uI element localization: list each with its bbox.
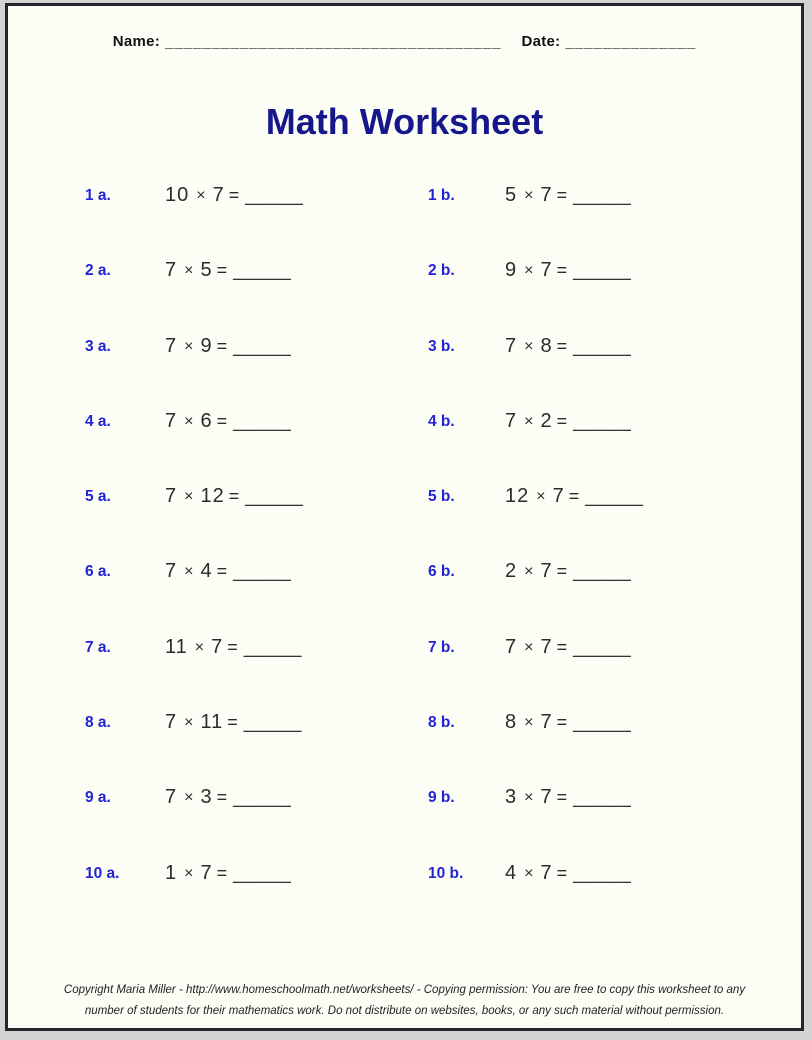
problem-expression xyxy=(165,711,302,734)
answer-blank: _____ xyxy=(233,560,292,583)
page-title: Math Worksheet xyxy=(265,101,544,142)
equals-sign: = xyxy=(228,185,240,205)
answer-blank: _____ xyxy=(233,861,292,884)
problem-item xyxy=(348,711,801,786)
problem-item xyxy=(8,786,348,861)
problem-label: 9 a. xyxy=(85,789,111,807)
problem-expression xyxy=(505,786,631,809)
multiply-sign-icon: × xyxy=(184,412,194,430)
problem-item xyxy=(8,485,348,560)
problem-expression xyxy=(165,560,291,583)
problem-expression xyxy=(505,711,631,734)
equals-sign: = xyxy=(556,787,568,808)
problem-item xyxy=(348,636,801,711)
worksheet-page xyxy=(5,3,804,1031)
copyright-line-2: number of students for their mathematics work. Do not distribute on websites, books, or any such material without permission. xyxy=(84,1005,725,1017)
factor-2: 7 xyxy=(540,560,553,583)
factor-2: 7 xyxy=(200,861,213,884)
problem-label: 5 b. xyxy=(428,488,455,506)
factor-2: 12 xyxy=(200,485,225,508)
multiply-sign-icon: × xyxy=(524,412,534,430)
factor-2: 3 xyxy=(200,786,213,809)
factor-1: 10 xyxy=(165,184,190,206)
problem-expression xyxy=(165,636,302,659)
multiply-sign-icon: × xyxy=(524,638,534,656)
problem-item xyxy=(348,485,801,560)
factor-1: 8 xyxy=(505,711,518,734)
equals-sign: = xyxy=(556,561,568,582)
factor-1: 7 xyxy=(165,786,178,809)
factor-2: 7 xyxy=(540,635,553,658)
problem-label: 6 b. xyxy=(428,563,455,581)
name-blank-line: ____________________________________ xyxy=(165,33,502,50)
multiply-sign-icon: × xyxy=(184,864,194,882)
multiply-sign-icon: × xyxy=(524,714,534,732)
factor-1: 7 xyxy=(505,409,518,432)
factor-2: 4 xyxy=(200,560,213,583)
equals-sign: = xyxy=(216,787,228,808)
problem-expression xyxy=(165,410,291,433)
problem-label: 5 a. xyxy=(85,488,111,506)
answer-blank: _____ xyxy=(233,786,292,809)
factor-1: 7 xyxy=(165,409,178,432)
multiply-sign-icon: × xyxy=(184,789,194,807)
multiply-sign-icon: × xyxy=(184,337,194,355)
problem-expression xyxy=(165,862,291,885)
problem-item xyxy=(8,560,348,635)
answer-blank: _____ xyxy=(573,334,632,357)
factor-1: 7 xyxy=(165,560,178,583)
problem-label: 10 b. xyxy=(428,864,464,882)
problem-label: 1 a. xyxy=(85,187,111,204)
problems-grid xyxy=(8,184,801,937)
factor-1: 3 xyxy=(505,786,518,809)
problem-label: 4 a. xyxy=(85,412,111,430)
problem-item xyxy=(348,410,801,485)
factor-2: 8 xyxy=(540,334,553,357)
equals-sign: = xyxy=(556,712,568,733)
factor-1: 7 xyxy=(165,259,178,282)
multiply-sign-icon: × xyxy=(184,563,194,581)
date-label: Date: xyxy=(521,33,561,50)
answer-blank: _____ xyxy=(243,711,302,734)
multiply-sign-icon: × xyxy=(194,638,205,656)
problem-label: 3 b. xyxy=(428,337,455,355)
equals-sign: = xyxy=(216,561,228,582)
problem-expression xyxy=(165,485,303,508)
factor-1: 11 xyxy=(165,635,188,658)
factor-1: 1 xyxy=(165,861,178,884)
factor-2: 11 xyxy=(200,711,224,734)
problem-item xyxy=(348,184,801,259)
multiply-sign-icon: × xyxy=(524,789,534,807)
factor-2: 2 xyxy=(540,409,553,432)
factor-2: 7 xyxy=(540,786,553,809)
problem-expression xyxy=(505,485,643,508)
multiply-sign-icon: × xyxy=(184,488,194,506)
factor-2: 9 xyxy=(200,334,213,357)
answer-blank: _____ xyxy=(573,711,632,734)
equals-sign: = xyxy=(216,335,228,356)
problem-label: 8 a. xyxy=(85,714,111,732)
problem-label: 2 b. xyxy=(428,262,455,280)
factor-1: 2 xyxy=(505,560,518,583)
problem-expression xyxy=(505,560,631,583)
answer-blank: _____ xyxy=(573,184,632,206)
equals-sign: = xyxy=(556,636,568,657)
factor-2: 7 xyxy=(211,635,224,658)
factor-1: 12 xyxy=(505,485,530,508)
problem-item xyxy=(8,636,348,711)
factor-2: 7 xyxy=(540,184,553,206)
answer-blank: _____ xyxy=(573,635,632,658)
problem-label: 1 b. xyxy=(428,187,455,204)
factor-1: 7 xyxy=(165,334,178,357)
equals-sign: = xyxy=(568,486,580,507)
problem-item xyxy=(348,259,801,334)
equals-sign: = xyxy=(228,486,240,507)
problem-expression xyxy=(165,335,291,358)
multiply-sign-icon: × xyxy=(184,262,194,280)
factor-1: 7 xyxy=(165,485,178,508)
factor-2: 7 xyxy=(540,711,553,734)
answer-blank: _____ xyxy=(573,409,632,432)
copyright-line-1: Copyright Maria Miller - http://www.homeschoolmath.net/worksheets/ - Copying permission: You are free to copy this worksheet to any xyxy=(63,984,746,996)
name-label: Name: xyxy=(112,33,161,50)
problem-expression xyxy=(505,335,631,358)
problem-item xyxy=(8,862,348,937)
factor-1: 7 xyxy=(165,711,178,734)
factor-2: 5 xyxy=(200,259,213,282)
problem-item xyxy=(8,335,348,410)
problem-label: 7 a. xyxy=(85,638,111,656)
equals-sign: = xyxy=(227,636,238,657)
equals-sign: = xyxy=(556,862,568,883)
date-blank-line: ______________ xyxy=(565,33,697,50)
multiply-sign-icon: × xyxy=(524,864,534,882)
multiply-sign-icon: × xyxy=(524,337,534,355)
problem-expression xyxy=(165,184,303,207)
problem-item xyxy=(348,560,801,635)
problem-expression xyxy=(505,636,631,659)
equals-sign: = xyxy=(556,335,568,356)
equals-sign: = xyxy=(216,260,228,281)
answer-blank: _____ xyxy=(245,485,304,508)
factor-1: 9 xyxy=(505,259,518,282)
answer-blank: _____ xyxy=(233,409,292,432)
multiply-sign-icon: × xyxy=(196,187,206,204)
equals-sign: = xyxy=(556,410,568,431)
problem-expression xyxy=(505,410,631,433)
problem-label: 9 b. xyxy=(428,789,455,807)
problem-label: 4 b. xyxy=(428,412,455,430)
answer-blank: _____ xyxy=(585,485,644,508)
problem-expression xyxy=(165,259,291,282)
equals-sign: = xyxy=(556,260,568,281)
factor-2: 6 xyxy=(200,409,213,432)
problem-item xyxy=(8,410,348,485)
equals-sign: = xyxy=(216,410,228,431)
problem-item xyxy=(8,711,348,786)
problem-expression xyxy=(165,786,291,809)
problem-label: 6 a. xyxy=(85,563,111,581)
factor-1: 7 xyxy=(505,334,518,357)
answer-blank: _____ xyxy=(243,635,302,658)
problem-expression xyxy=(505,862,631,885)
factor-1: 4 xyxy=(505,861,518,884)
problem-expression xyxy=(505,259,631,282)
problem-item xyxy=(8,184,348,259)
multiply-sign-icon: × xyxy=(524,187,534,204)
answer-blank: _____ xyxy=(573,560,632,583)
problem-item xyxy=(348,862,801,937)
factor-2: 7 xyxy=(552,485,565,508)
factor-2: 7 xyxy=(540,259,553,282)
equals-sign: = xyxy=(556,185,568,205)
problem-item xyxy=(8,259,348,334)
multiply-sign-icon: × xyxy=(524,262,534,280)
multiply-sign-icon: × xyxy=(184,714,194,732)
multiply-sign-icon: × xyxy=(524,563,534,581)
problem-expression xyxy=(505,184,631,207)
copyright-footer xyxy=(8,980,801,1022)
equals-sign: = xyxy=(216,862,228,883)
multiply-sign-icon: × xyxy=(536,488,546,506)
problem-label: 2 a. xyxy=(85,262,111,280)
answer-blank: _____ xyxy=(233,259,292,282)
problem-label: 3 a. xyxy=(85,337,111,355)
problem-label: 8 b. xyxy=(428,714,455,732)
factor-1: 5 xyxy=(505,184,518,206)
factor-2: 7 xyxy=(540,861,553,884)
answer-blank: _____ xyxy=(573,861,632,884)
answer-blank: _____ xyxy=(573,259,632,282)
name-date-row xyxy=(8,33,801,50)
problem-item xyxy=(348,786,801,861)
factor-2: 7 xyxy=(212,184,225,206)
equals-sign: = xyxy=(227,712,238,733)
answer-blank: _____ xyxy=(573,786,632,809)
problem-label: 10 a. xyxy=(85,864,120,882)
problem-label: 7 b. xyxy=(428,638,455,656)
answer-blank: _____ xyxy=(245,184,304,206)
problem-item xyxy=(348,335,801,410)
answer-blank: _____ xyxy=(233,334,292,357)
factor-1: 7 xyxy=(505,635,518,658)
